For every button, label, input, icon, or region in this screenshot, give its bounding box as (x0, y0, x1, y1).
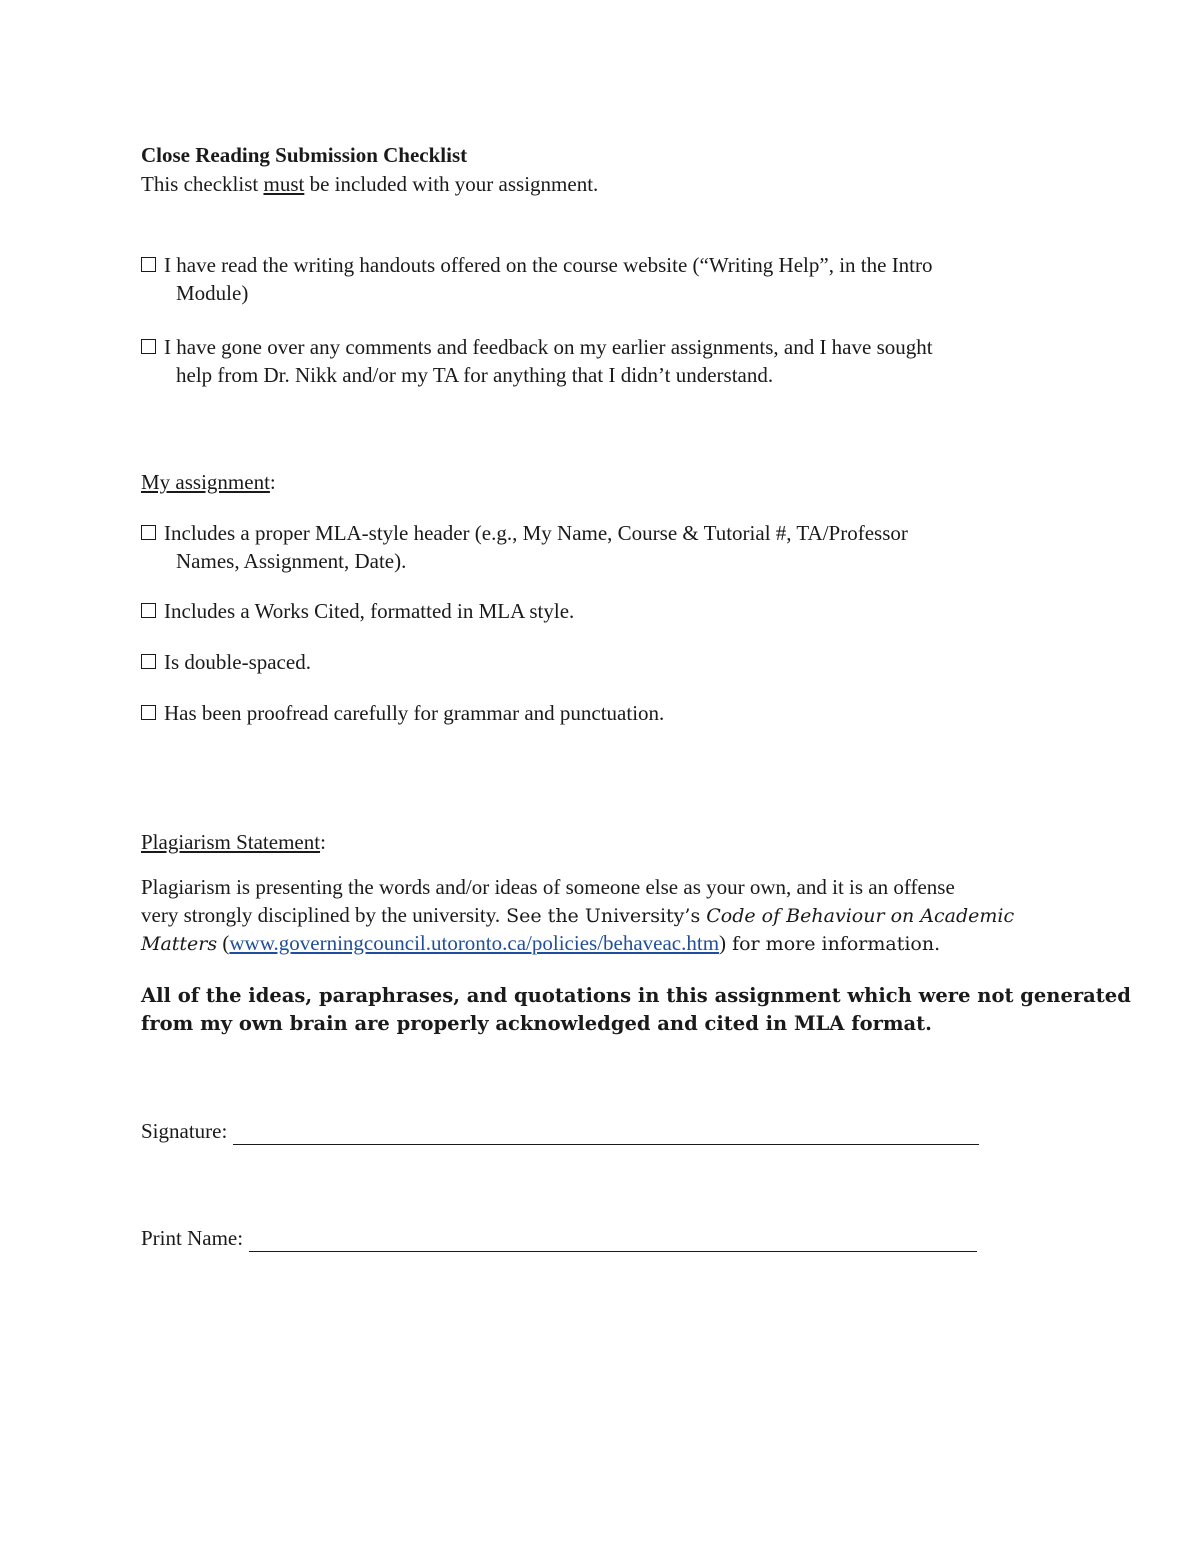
checklist-item-works-cited (141, 597, 1061, 625)
signature-row (141, 1117, 979, 1145)
statement-line-1: All of the ideas, paraphrases, and quotations in this assignment which were not generated (141, 984, 1131, 1007)
plagiarism-line-2 (141, 902, 1061, 931)
subtitle-emphasis: must (263, 172, 305, 196)
print-name-label: Print Name: (141, 1226, 244, 1250)
statement-line-2: from my own brain are properly acknowledged and cited in MLA format. (141, 1012, 932, 1035)
academic-integrity-statement (141, 982, 1131, 1038)
assignment-heading-text: My assignment (141, 470, 270, 494)
checklist-item-text: Has been proofread carefully for grammar and punctuation. (164, 701, 665, 725)
assignment-heading (141, 468, 276, 496)
checklist-item-text: Is double-spaced. (164, 650, 311, 674)
code-of-behaviour-title-end: Matters (141, 933, 218, 955)
checkbox-icon[interactable] (141, 339, 156, 354)
checkbox-icon[interactable] (141, 603, 156, 618)
plagiarism-line-2-small: See the University’s (500, 904, 707, 927)
checklist-item-mla-header (141, 519, 1061, 575)
checkbox-icon[interactable] (141, 705, 156, 720)
checklist-item-text: I have gone over any comments and feedback on my earlier assignments, and I have sought (164, 335, 933, 359)
plagiarism-heading-text: Plagiarism Statement (141, 830, 321, 854)
plagiarism-line-1: Plagiarism is presenting the words and/or ideas of someone else as your own, and it is an offense (141, 875, 955, 899)
signature-field[interactable] (233, 1122, 979, 1145)
checkbox-icon[interactable] (141, 654, 156, 669)
checklist-item-feedback (141, 333, 1061, 389)
plagiarism-line-3 (141, 930, 1061, 959)
plagiarism-heading-colon: : (320, 830, 326, 854)
plagiarism-paragraph (141, 874, 1061, 959)
checkbox-icon[interactable] (141, 525, 156, 540)
paren-open: ( (217, 931, 230, 955)
policy-link[interactable]: www.governingcouncil.utoronto.ca/policies/behaveac.htm (229, 931, 720, 955)
plagiarism-heading (141, 828, 326, 856)
page-title: Close Reading Submission Checklist (141, 143, 468, 167)
subtitle-text-end: be included with your assignment. (304, 172, 599, 196)
print-name-row (141, 1224, 977, 1252)
checklist-item-double-spaced (141, 648, 1061, 676)
plagiarism-line-2-plain: very strongly disciplined by the university. (141, 902, 501, 927)
checklist-item-text: Includes a proper MLA-style header (e.g., My Name, Course & Tutorial #, TA/Professor (164, 521, 908, 545)
subtitle-text-start: This checklist (141, 172, 264, 196)
print-name-field[interactable] (249, 1229, 977, 1252)
checklist-item-text-continued: Module) (176, 281, 249, 305)
checklist-item-proofread (141, 699, 1061, 727)
subtitle (141, 170, 598, 198)
checklist-item-text-continued: help from Dr. Nikk and/or my TA for anything that I didn’t understand. (176, 363, 774, 387)
checklist-item-text-continued: Names, Assignment, Date). (176, 549, 407, 573)
code-of-behaviour-title: Code of Behaviour on Academic (706, 904, 1015, 927)
checkbox-icon[interactable] (141, 257, 156, 272)
more-info-text: for more information. (726, 933, 941, 955)
checklist-item-text: Includes a Works Cited, formatted in MLA style. (164, 599, 575, 623)
paren-close: ) (719, 931, 727, 955)
checklist-item-text: I have read the writing handouts offered on the course website (“Writing Help”, in the Intro (164, 253, 933, 277)
assignment-heading-colon: : (269, 470, 276, 494)
checklist-item-handouts (141, 251, 1061, 307)
signature-label: Signature: (141, 1119, 228, 1143)
